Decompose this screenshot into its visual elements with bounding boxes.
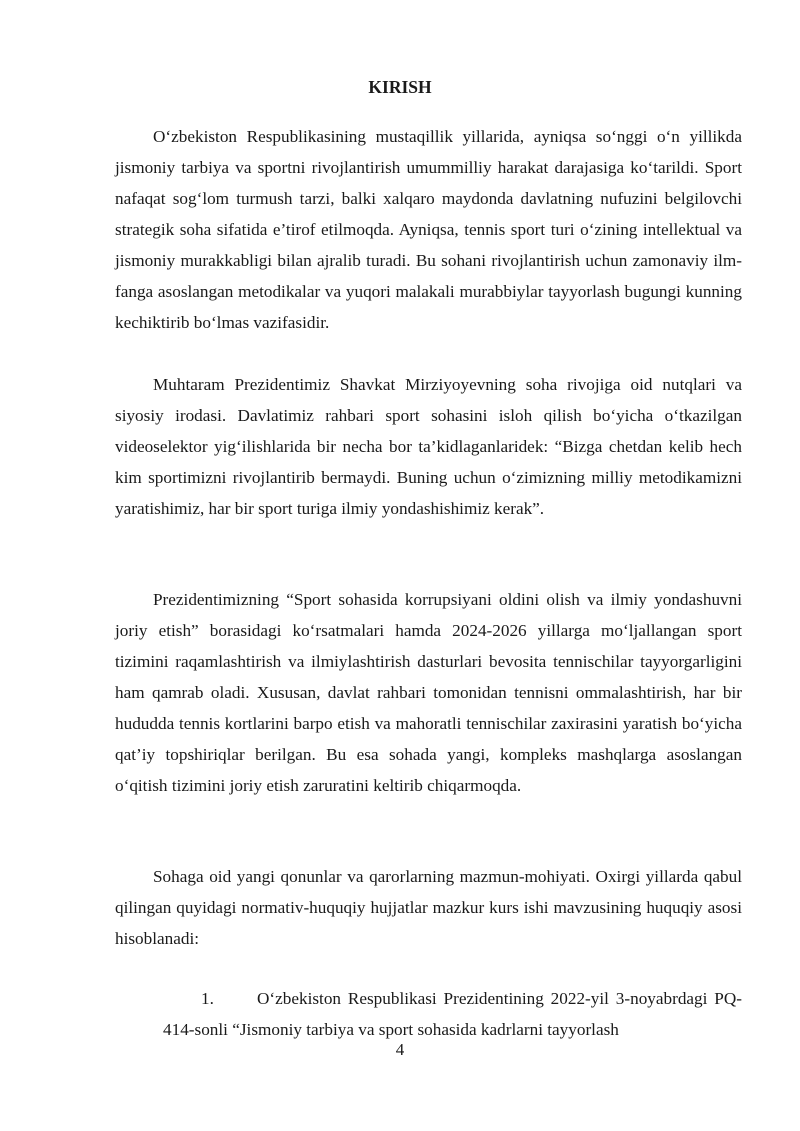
- paragraph-legal-basis: Sohaga oid yangi qonunlar va qarorlarning mazmun-mohiyati. Oxirgi yillarda qabul qilingan quyidagi normativ-huquqiy hujjatlar mazkur kurs ishi mavzusining huquqiy asosi hisoblanadi:: [115, 867, 742, 948]
- paragraph-president-directives: Prezidentimizning “Sport sohasida korrupsiyani oldini olish va ilmiy yondashuvni joriy etish” borasidagi ko‘rsatmalari hamda 2024-2026 yillarga mo‘ljallangan sport tizimini raqamlashtirish va ilmiylashtirish dasturlari bevosita tennischilar tayyorgarligini ham qamrab oladi. Xususan, davlat rahbari tomonidan tennisni ommalashtirish, har bir hududda tennis kortlarini barpo etish va mahoratli tennischilar zaxirasini yaratish bo‘yicha qat’iy topshiriqlar berilgan. Bu esa sohada yangi, kompleks mashqlarga asoslangan o‘qitish tizimini joriy etish zaruratini keltirib chiqarmoqda.: [115, 590, 742, 795]
- page-title: KIRISH: [368, 77, 432, 97]
- page-number: 4: [395, 1040, 405, 1059]
- paragraph-president-speech: Muhtaram Prezidentimiz Shavkat Mirziyoyevning soha rivojiga oid nutqlari va siyosiy irodasi. Davlatimiz rahbari sport sohasini isloh qilish bo‘yicha o‘tkazilgan videoselektor yig‘ilishlarida bir necha bor ta’kidlaganlaridek: “Bizga chetdan kelib hech kim sportimizni rivojlantirib bermaydi. Buning uchun o‘zimizning milliy metodikamizni yaratishimiz, har bir sport turiga ilmiy yondashishimiz kerak”.: [115, 375, 742, 518]
- list-item-number: 1.: [201, 989, 214, 1008]
- list-item: [163, 983, 742, 1045]
- paragraph-intro: O‘zbekiston Respublikasining mustaqillik yillarida, ayniqsa so‘nggi o‘n yillikda jismoniy tarbiya va sportni rivojlantirish umummilliy harakat darajasiga ko‘tarildi. Sport nafaqat sog‘lom turmush tarzi, balki xalqaro maydonda davlatning nufuzini belgilovchi strategik soha sifatida e’tirof etilmoqda. Ayniqsa, tennis sport turi o‘zining intellektual va jismoniy murakkabligi bilan ajralib turadi. Bu sohani rivojlantirish uchun zamonaviy ilm-fanga asoslangan metodikalar va yuqori malakali murabbiylar tayyorlash bugungi kunning kechiktirib bo‘lmas vazifasidir.: [115, 127, 742, 332]
- list-item-text: O‘zbekiston Respublikasi Prezidentining 2022-yil 3-noyabrdagi PQ-414-sonli “Jismoniy tarbiya va sport sohasida kadrlarni tayyorlash: [163, 989, 742, 1039]
